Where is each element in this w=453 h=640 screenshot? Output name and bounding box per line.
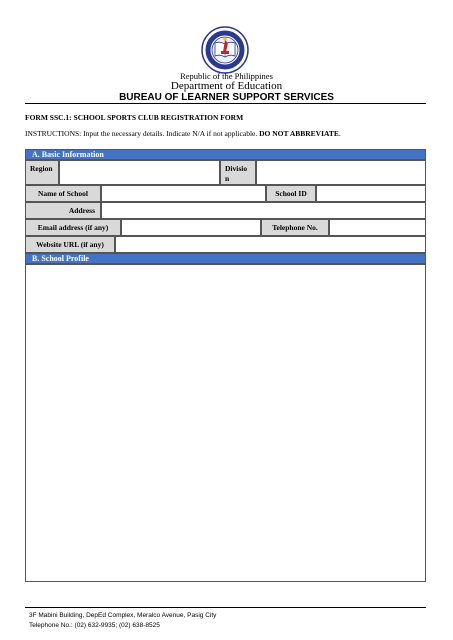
bureau-name: BUREAU OF LEARNER SUPPORT SERVICES [119, 92, 334, 103]
republic-line: Republic of the Philippines [180, 71, 273, 81]
telephone-label: Telephone No. [261, 219, 329, 236]
instructions-end: . [338, 129, 341, 138]
email-field[interactable] [121, 219, 261, 236]
school-id-label: School ID [266, 185, 316, 202]
section-b-header: B. School Profile [25, 253, 426, 264]
website-field[interactable] [115, 236, 426, 253]
school-profile-area[interactable] [25, 264, 426, 582]
header-rule [25, 103, 426, 104]
instructions-text: INSTRUCTIONS: Input the necessary details. Indicate N/A if not applicable. [25, 129, 260, 138]
school-id-field[interactable] [316, 185, 426, 202]
instructions [25, 129, 341, 138]
website-label: Website URL (if any) [25, 236, 115, 253]
email-label: Email address (if any) [25, 219, 121, 236]
address-field[interactable] [101, 202, 426, 219]
address-label: Address [25, 202, 101, 219]
region-label: Region [25, 160, 59, 185]
footer-address: 3F Mabini Building, DepEd Complex, Meralco Avenue, Pasig City [29, 612, 217, 619]
school-name-label: Name of School [25, 185, 101, 202]
deped-seal-logo [201, 26, 249, 74]
division-label: Divisio n [220, 160, 256, 185]
school-name-field[interactable] [101, 185, 266, 202]
footer-rule [25, 607, 426, 608]
instructions-emphasis: DO NOT ABBREVIATE [259, 129, 339, 138]
region-field[interactable] [59, 160, 220, 185]
telephone-field[interactable] [329, 219, 426, 236]
form-title: FORM SSC.1: SCHOOL SPORTS CLUB REGISTRATION FORM [25, 113, 244, 122]
division-field[interactable] [256, 160, 426, 185]
footer-phone: Telephone No.: (02) 632-9935; (02) 638-8525 [29, 622, 160, 629]
department-name: Department of Education [170, 80, 283, 92]
section-a-header: A. Basic Information [25, 149, 426, 160]
